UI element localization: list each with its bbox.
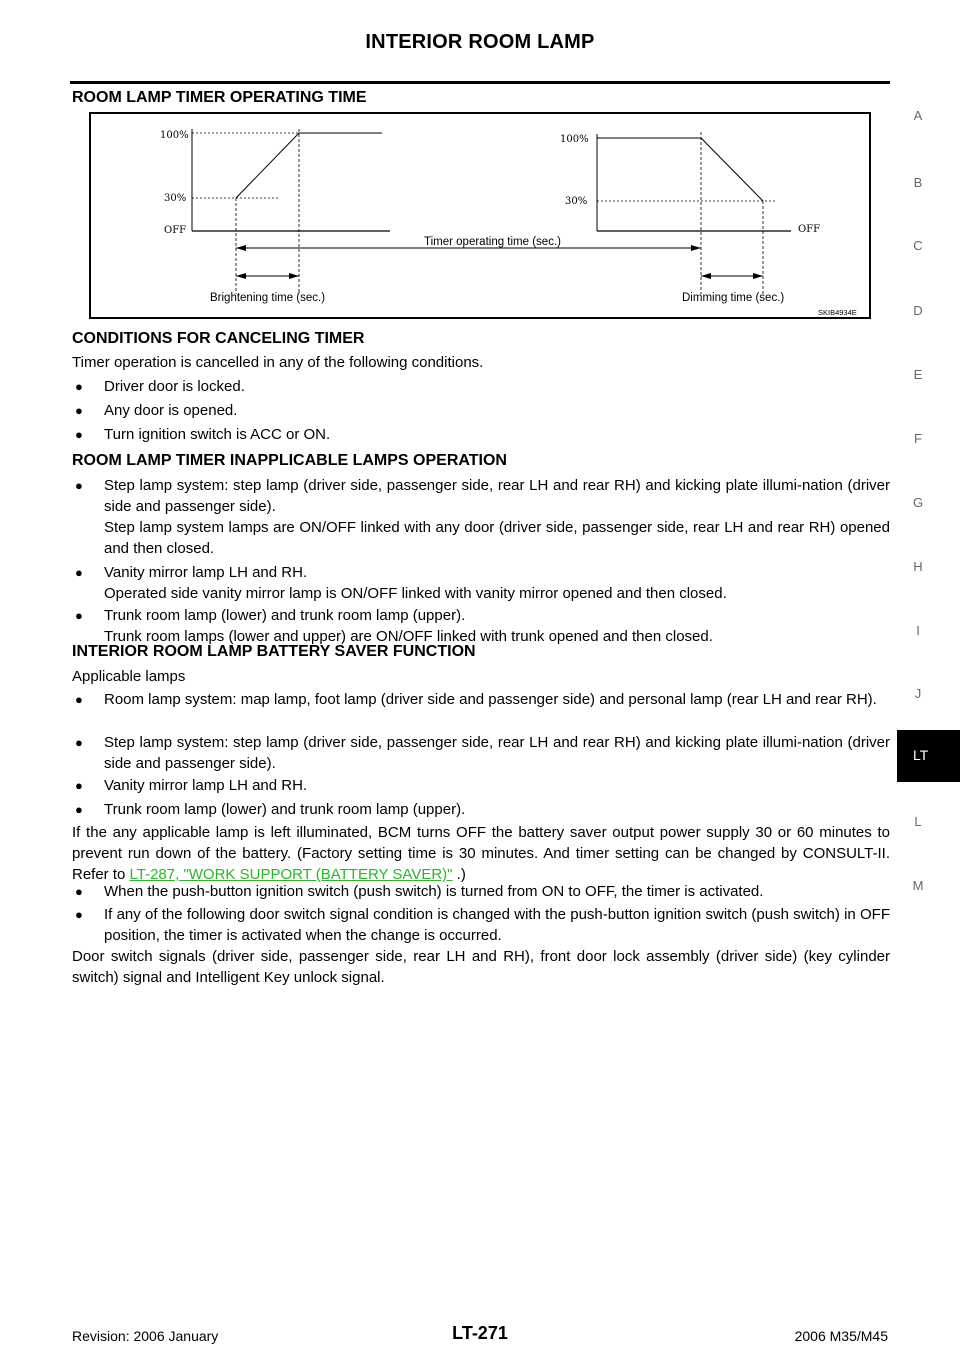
inapplicable-bullet-1 — [72, 475, 890, 559]
battery-saver-bullet-2-text: Step lamp system: step lamp (driver side, passenger side, rear LH and rear RH) and kicking plate illumi-nation (driver side and passenger side). — [104, 734, 890, 772]
bullet-dot: ● — [75, 427, 83, 442]
side-index-e[interactable]: E — [913, 367, 923, 382]
bullet-dot: ● — [75, 692, 83, 707]
page-title: INTERIOR ROOM LAMP — [365, 31, 595, 53]
side-index-active-label: LT — [913, 747, 929, 763]
label-off-left: OFF — [164, 225, 187, 236]
battery-saver-bullet-4 — [72, 799, 890, 820]
bullet-dot: ● — [75, 565, 83, 580]
timer-diagram — [89, 112, 871, 319]
battery-saver-bullet-1-text: Room lamp system: map lamp, foot lamp (driver side and passenger side) and personal lamp (rear LH and rear RH). — [104, 691, 877, 708]
inapplicable-bullet-2 — [72, 562, 890, 604]
battery-saver-bullet-5 — [72, 881, 890, 902]
label-dimming-time: Dimming time (sec.) — [682, 292, 785, 304]
side-index-a[interactable]: A — [913, 108, 923, 123]
work-support-link[interactable]: LT-287, "WORK SUPPORT (BATTERY SAVER)" — [129, 866, 453, 883]
battery-saver-paragraph-text: If the any applicable lamp is left illuminated, BCM turns OFF the battery saver output power supply 30 or 60 minutes to prevent run down of the battery. (Factory setting time is 30 minutes. And timer setting can be changed by CONSULT-II. Refer to — [72, 824, 890, 883]
dimming-arrow-right-head — [753, 273, 763, 279]
canceling-bullet-1-text: Driver door is locked. — [104, 378, 245, 395]
side-index-j[interactable]: J — [914, 686, 922, 701]
canceling-bullet-3-text: Turn ignition switch is ACC or ON. — [104, 426, 331, 443]
battery-saver-bullet-4-text: Trunk room lamp (lower) and trunk room lamp (upper). — [104, 801, 466, 818]
canceling-bullet-2-text: Any door is opened. — [104, 402, 238, 419]
side-index-c[interactable]: C — [913, 238, 923, 253]
side-index-d[interactable]: D — [913, 303, 923, 318]
inapplicable-bullet-2-line1: Vanity mirror lamp LH and RH. — [104, 564, 308, 581]
canceling-bullet-1 — [72, 376, 890, 397]
label-100-left: 100% — [160, 130, 189, 141]
label-off-right: OFF — [798, 224, 821, 235]
timer-diagram-svg — [91, 114, 869, 317]
brightening-arrow-left-head — [236, 273, 246, 279]
battery-saver-intro: Applicable lamps — [72, 668, 186, 685]
label-30-right: 30% — [565, 196, 588, 207]
battery-saver-bullet-1 — [72, 689, 890, 710]
bullet-dot: ● — [75, 802, 83, 817]
inapplicable-bullet-3-line1: Trunk room lamp (lower) and trunk room lamp (upper). — [104, 607, 466, 624]
bullet-dot: ● — [75, 478, 83, 493]
inapplicable-bullet-3-line2: Trunk room lamps (lower and upper) are ON/OFF linked with trunk opened and then closed. — [104, 628, 713, 645]
label-timer-operating-time: Timer operating time (sec.) — [424, 236, 561, 248]
side-index-g[interactable]: G — [912, 495, 924, 510]
side-index-i[interactable]: I — [916, 623, 920, 638]
section-heading-timer-operating: ROOM LAMP TIMER OPERATING TIME — [72, 89, 367, 106]
battery-saver-closing: Door switch signals (driver side, passenger side, rear LH and RH), front door lock assembly (driver side) (key cylinder switch) signal and Intelligent Key unlock signal. — [72, 948, 890, 986]
side-index-f[interactable]: F — [914, 431, 922, 446]
bullet-dot: ● — [75, 778, 83, 793]
label-30-left: 30% — [164, 193, 187, 204]
footer-model: 2006 M35/M45 — [794, 1328, 888, 1344]
dimming-ramp — [701, 138, 763, 201]
bullet-dot: ● — [75, 907, 83, 922]
side-index-b[interactable]: B — [913, 175, 923, 190]
battery-saver-paragraph-end: .) — [452, 866, 466, 883]
inapplicable-bullet-1-line1: Step lamp system: step lamp (driver side, passenger side, rear LH and rear RH) and kicking plate illumi-nation (driver side and passenger side). — [104, 477, 890, 515]
brightening-arrow-right-head — [289, 273, 299, 279]
side-index-active-tab[interactable] — [897, 730, 960, 782]
timer-arrow-right-head — [691, 245, 701, 251]
battery-saver-paragraph — [72, 822, 890, 885]
label-100-right: 100% — [560, 134, 589, 145]
battery-saver-bullet-5-text: When the push-button ignition switch (push switch) is turned from ON to OFF, the timer is activated. — [104, 883, 764, 900]
inapplicable-bullet-2-line2: Operated side vanity mirror lamp is ON/OFF linked with vanity mirror opened and then closed. — [104, 585, 727, 602]
timer-arrow-left-head — [236, 245, 246, 251]
battery-saver-bullet-6 — [72, 904, 890, 946]
bullet-dot: ● — [75, 403, 83, 418]
battery-saver-bullet-3-text: Vanity mirror lamp LH and RH. — [104, 777, 308, 794]
canceling-bullet-2 — [72, 400, 890, 421]
footer-revision: Revision: 2006 January — [72, 1328, 219, 1344]
bullet-dot: ● — [75, 735, 83, 750]
battery-saver-bullet-2 — [72, 732, 890, 774]
title-rule — [70, 81, 890, 84]
brightening-ramp — [236, 133, 299, 198]
side-index-h[interactable]: H — [913, 559, 923, 574]
footer-page-number: LT-271 — [452, 1323, 508, 1343]
canceling-intro: Timer operation is cancelled in any of the following conditions. — [72, 354, 484, 371]
side-index-l[interactable]: L — [914, 814, 922, 829]
bullet-dot: ● — [75, 379, 83, 394]
side-index-m[interactable]: M — [912, 878, 924, 893]
section-heading-battery-saver: INTERIOR ROOM LAMP BATTERY SAVER FUNCTION — [72, 643, 476, 660]
battery-saver-bullet-6-text: If any of the following door switch signal condition is changed with the push-button ignition switch (push switch) in OFF position, the timer is activated when the change is occurred. — [104, 906, 890, 944]
label-brightening-time: Brightening time (sec.) — [210, 292, 326, 304]
figure-code: SKIB4934E — [818, 308, 857, 317]
inapplicable-bullet-1-line2: Step lamp system lamps are ON/OFF linked with any door (driver side, passenger side, rear LH and rear RH) opened and then closed. — [104, 519, 890, 557]
section-heading-canceling: CONDITIONS FOR CANCELING TIMER — [72, 330, 365, 347]
dimming-arrow-left-head — [701, 273, 711, 279]
section-heading-inapplicable: ROOM LAMP TIMER INAPPLICABLE LAMPS OPERATION — [72, 452, 507, 469]
inapplicable-bullet-3 — [72, 605, 890, 647]
bullet-dot: ● — [75, 608, 83, 623]
battery-saver-bullet-3 — [72, 775, 890, 796]
bullet-dot: ● — [75, 884, 83, 899]
canceling-bullet-3 — [72, 424, 890, 445]
